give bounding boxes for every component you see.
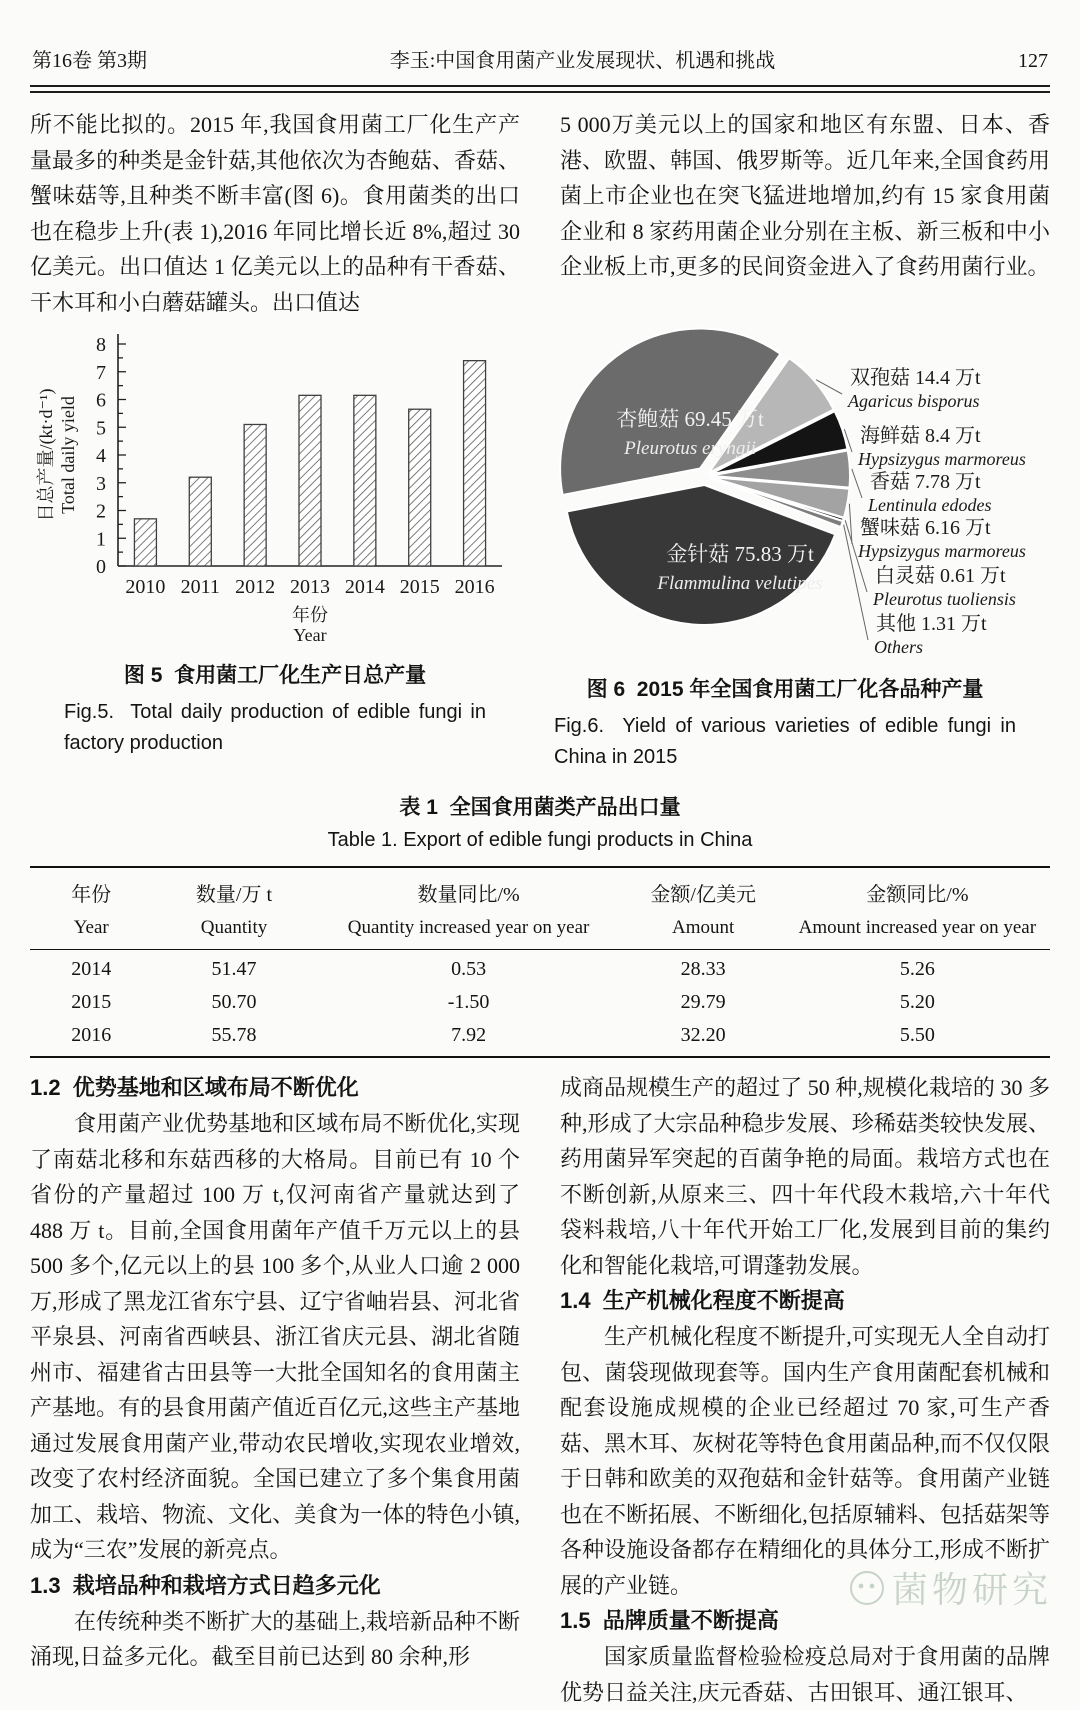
bar-2016 — [464, 361, 486, 566]
pie-inside-label-latin: Pleurotus eryngii — [624, 438, 756, 459]
table-header: 数量同比/% — [417, 884, 520, 906]
paragraph-intro-right: 5 000万美元以上的国家和地区有东盟、日本、香港、欧盟、韩国、俄罗斯等。近几年来,全国食药用菌上市企业也在突飞猛进地增加,约有 15 家食用菌企业和 8 家药用菌企业分别在主板、新三板和中小企业板上市,更多的民间资金进入了食药用菌行业。 — [560, 112, 1050, 279]
paragraph-continuation: 成商品规模生产的超过了 50 种,规模化栽培的 30 多种,形成了大宗品种稳步发展、珍稀菇类较快发展、药用菌异军突起的百菌争艳的局面。栽培方式也在不断创新,从原来三、四十年代段木栽培,六十年代袋料栽培,八十年代开始工厂化,发展到目前的集约化和智能化栽培,可谓蓬勃发展。 — [560, 1075, 1050, 1278]
table-cell: 5.20 — [899, 991, 935, 1013]
running-title: 李玉:中国食用菌产业发展现状、机遇和挑战 — [389, 50, 776, 72]
bar-chart — [30, 324, 520, 642]
x-tick-label: 2013 — [290, 576, 330, 598]
page-number: 127 — [1018, 50, 1048, 72]
y-axis-label-zh: 日总产量/(kt·d⁻¹) — [36, 388, 56, 522]
table-row — [30, 950, 1050, 987]
bar-2010 — [134, 519, 156, 566]
pie-label-zh: 双孢菇 14.4 万t — [850, 367, 981, 389]
pie-label-latin: Lentinula edodes — [868, 495, 992, 515]
table-header: 数量/万 t — [195, 884, 273, 906]
table-row — [30, 986, 1050, 1019]
figure5-caption-en: Fig.5. Total daily production of edible fungi in factory production — [64, 701, 492, 754]
table-header-row-zh — [30, 867, 1050, 912]
table-cell: 29.79 — [680, 991, 726, 1013]
table-cell: 28.33 — [680, 958, 726, 980]
table-cell: 5.50 — [899, 1024, 935, 1046]
paragraph-intro-left: 所不能比拟的。2015 年,我国食用菌工厂化生产产量最多的种类是金针菇,其他依次为杏鲍菇、香菇、蟹味菇等,且种类不断丰富(图 6)。食用菌类的出口也在稳步上升(表 1),2016 年同比增长近 8%,超过 30 亿美元。出口值达 1 亿美元以上的品种有干香菇、干木耳和小白蘑菇罐头。出口值达 — [30, 112, 520, 315]
y-tick-label: 6 — [96, 389, 106, 412]
bar-2015 — [409, 409, 431, 566]
table-cell: 50.70 — [211, 991, 257, 1013]
pie-label-latin: Others — [874, 637, 923, 656]
figure-5 — [30, 324, 520, 773]
table-cell: 2016 — [71, 1024, 112, 1046]
y-tick-label: 7 — [96, 361, 106, 384]
pie-label-latin: Hypsizygus marmoreus — [858, 449, 1026, 469]
table-cell: 2014 — [71, 958, 112, 980]
x-tick-label: 2011 — [180, 576, 220, 598]
paragraph-1-3: 在传统种类不断扩大的基础上,栽培新品种不断涌现,日益多元化。截至目前已达到 80 余种,形 — [30, 1608, 520, 1669]
table-cell: 5.26 — [899, 958, 935, 980]
section-heading-1-3: 1.3 栽培品种和栽培方式日趋多元化 — [30, 1572, 381, 1598]
x-tick-label: 2015 — [399, 576, 440, 598]
y-tick-label: 2 — [96, 500, 106, 523]
table1-title-en: Table 1. Export of edible fungi products in China — [327, 829, 753, 851]
y-tick-label: 3 — [96, 472, 106, 495]
x-tick-label: 2012 — [235, 576, 276, 598]
pie-chart — [520, 324, 1050, 656]
x-tick-label: 2014 — [344, 576, 385, 598]
y-tick-label: 8 — [96, 334, 106, 356]
body-column-right — [560, 1070, 1050, 1710]
header-rule — [30, 85, 1050, 93]
y-axis-label-en: Total daily yield — [58, 396, 78, 514]
pie-inside-label-latin: Flammulina velutipes — [657, 573, 823, 594]
bar-2012 — [244, 424, 266, 566]
bar-2011 — [189, 477, 211, 566]
pie-label-zh: 其他 1.31 万t — [876, 613, 987, 635]
table-header: Quantity increased year on year — [316, 912, 622, 950]
page-header — [30, 0, 1050, 85]
figure6-caption-zh: 图 6 2015 年全国食用菌工厂化各品种产量 — [586, 678, 984, 701]
figures-row — [30, 324, 1050, 773]
table-header: Quantity — [152, 912, 315, 950]
y-tick-label: 1 — [96, 528, 106, 551]
table1 — [30, 866, 1050, 1058]
paragraph-1-4: 生产机械化程度不断提升,可实现无人全自动打包、菌袋现做现套等。国内生产食用菌配套机械和配套设施成规模的企业已经超过 70 家,可生产香菇、黑木耳、灰树花等特色食用菌品种,而不仅仅限于日韩和欧美的双孢菇和金针菇等。食用菌产业链也在不断拓展、不断细化,包括原辅料、包括菇架等各种设施设备都存在精细化的具体分工,形成不断扩展的产业链。 — [560, 1324, 1050, 1598]
section-heading-1-2: 1.2 优势基地和区域布局不断优化 — [30, 1075, 359, 1100]
x-tick-label: 2010 — [125, 576, 166, 598]
x-tick-label: 2016 — [454, 576, 495, 598]
table-header: 金额同比/% — [866, 884, 969, 906]
volume-issue: 第16卷 第3期 — [32, 50, 147, 72]
body-columns — [30, 1070, 1050, 1710]
body-column-left — [30, 1070, 520, 1710]
section-heading-1-5: 1.5 品牌质量不断提高 — [560, 1608, 779, 1633]
watermark-text: 菌物研究 — [891, 1569, 1052, 1610]
table-cell: 0.53 — [451, 958, 487, 980]
table-header-row-en — [30, 912, 1050, 950]
x-axis-label-en: Year — [293, 625, 327, 642]
table-cell: 51.47 — [211, 958, 257, 980]
paragraph-1-5: 国家质量监督检验检疫总局对于食用菌的品牌优势日益关注,庆元香菇、古田银耳、通江银耳、 — [560, 1644, 1050, 1705]
figure5-caption-zh: 图 5 食用菌工厂化生产日总产量 — [123, 664, 427, 687]
x-axis-label-zh: 年份 — [292, 605, 328, 625]
section-heading-1-4: 1.4 生产机械化程度不断提高 — [560, 1288, 845, 1313]
table-header: 年份 — [71, 884, 112, 906]
table-row — [30, 1019, 1050, 1057]
intro-columns — [30, 107, 1050, 320]
table-cell: 55.78 — [211, 1024, 257, 1046]
leader-line — [852, 469, 862, 498]
figure-6 — [520, 324, 1050, 773]
pie-label-latin: Hypsizygus marmoreus — [858, 541, 1026, 561]
pie-label-zh: 海鲜菇 8.4 万t — [860, 425, 981, 447]
table-cell: 7.92 — [451, 1024, 487, 1046]
bar-2013 — [299, 395, 321, 566]
table-header: Amount — [622, 912, 785, 950]
pie-label-zh: 白灵菇 0.61 万t — [875, 565, 1006, 587]
y-tick-label: 0 — [96, 556, 106, 578]
y-tick-label: 4 — [96, 445, 106, 467]
table-header: Amount increased year on year — [785, 912, 1050, 950]
y-tick-label: 5 — [96, 417, 106, 440]
table-cell: 32.20 — [680, 1024, 726, 1046]
table-header: Year — [30, 912, 152, 950]
paragraph-1-2: 食用菌产业优势基地和区域布局不断优化,实现了南菇北移和东菇西移的大格局。目前已有 10 个省份的产量超过 100 万 t,仅河南省产量就达到了 488 万 t。目前,全国食用菌年产值千万元以上的县 500 多个,亿元以上的县 100 多个,从业人口逾 2 000 万,形成了黑龙江省东宁县、辽宁省岫岩县、河北省平泉县、河南省西峡县、浙江省庆元县、湖北省随州市、福建省古田县等一大批全国知名的食用菌主产基地。有的县食用菌产值近百亿元,这些主产基地通过发展食用菌产业,带动农民增收,实现农业增效,改变了农村经济面貌。全国已建立了多个集食用菌加工、栽培、物流、文化、美食为一体的特色小镇,成为“三农”发展的新亮点。 — [30, 1111, 520, 1562]
table-cell: 2015 — [71, 991, 112, 1013]
figure6-caption-en: Fig.6. Yield of various varieties of edible fungi in China in 2015 — [554, 715, 1022, 768]
pie-label-latin: Pleurotus tuoliensis — [873, 589, 1016, 609]
table-cell: -1.50 — [447, 991, 490, 1013]
pie-label-zh: 香菇 7.78 万t — [870, 471, 981, 493]
pie-label-zh: 蟹味菇 6.16 万t — [860, 517, 991, 539]
table1-title-zh: 表 1 全国食用菌类产品出口量 — [399, 796, 681, 819]
pie-inside-label-zh: 杏鲍菇 69.45 万t — [616, 407, 764, 431]
pie-label-latin: Agaricus bisporus — [848, 391, 980, 411]
bar-2014 — [354, 395, 376, 566]
table-header: 金额/亿美元 — [650, 884, 756, 906]
pie-inside-label-zh: 金针菇 75.83 万t — [666, 542, 814, 566]
